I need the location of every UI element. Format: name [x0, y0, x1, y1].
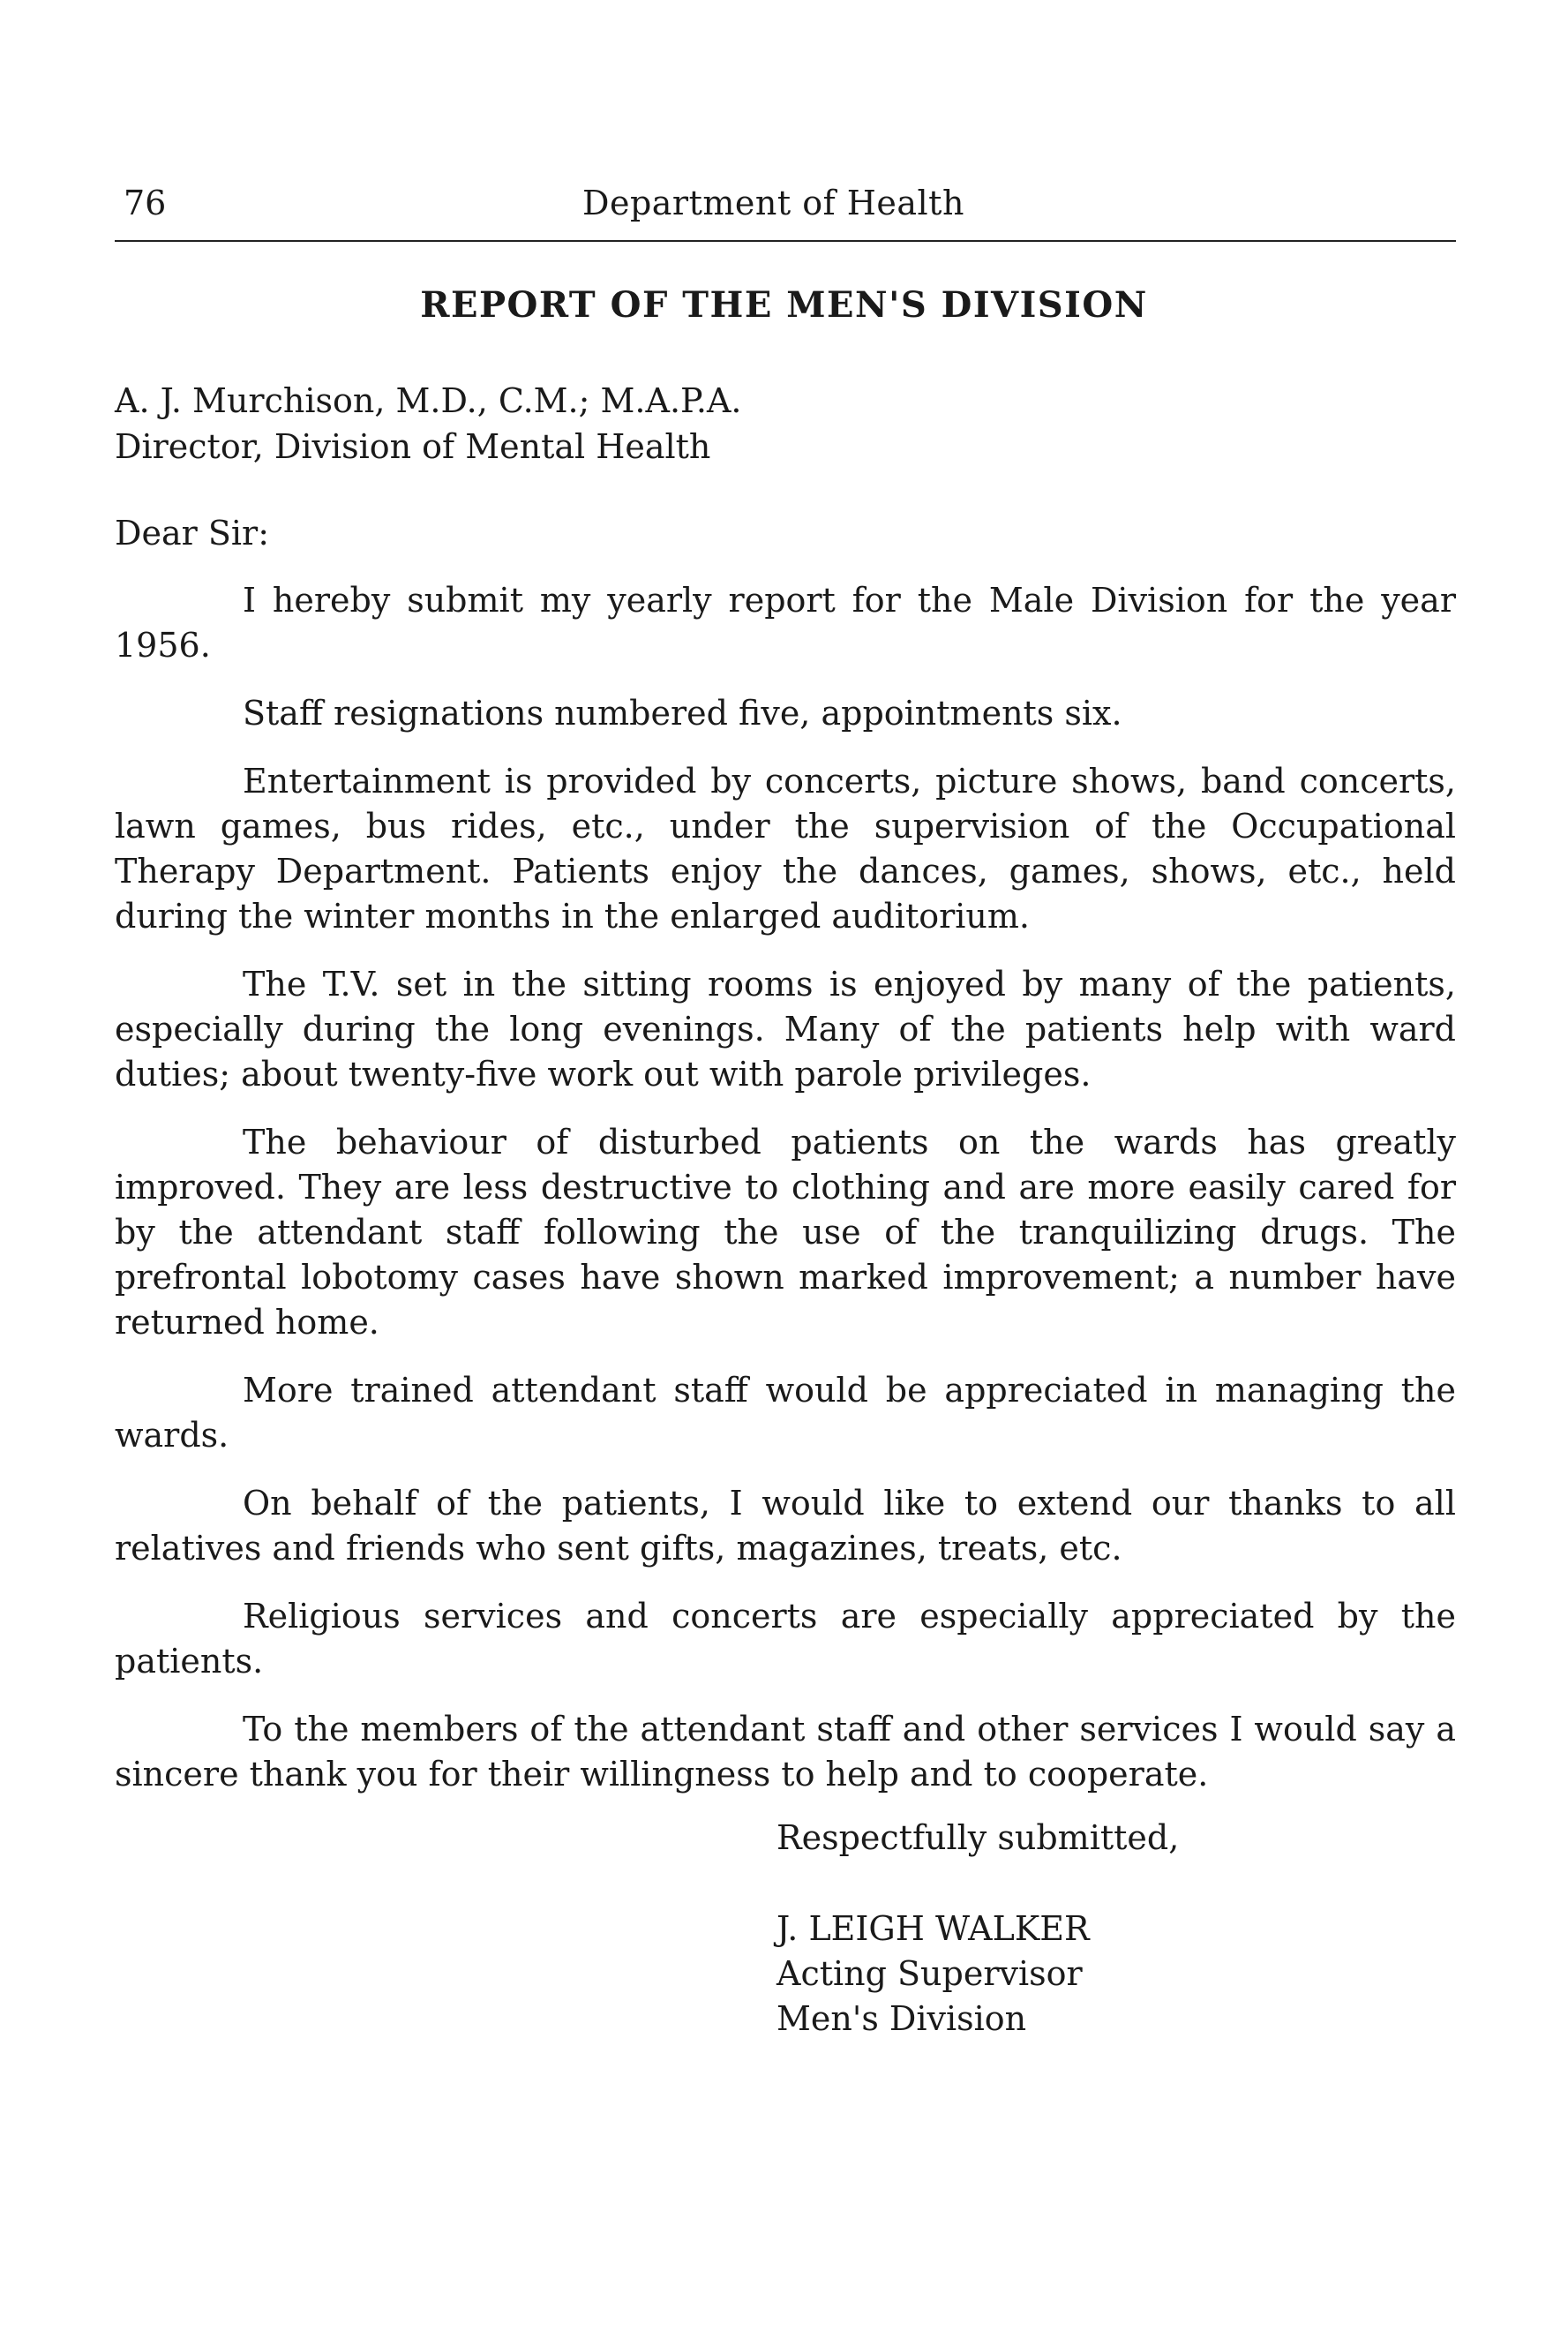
report-title: REPORT OF THE MEN'S DIVISION — [420, 284, 1148, 326]
paragraph: The behaviour of disturbed patients on the wards has greatly improved. They are less destructive to clothing and are more easily cared for by the attendant staff following the use of the tranquilizing drugs. The prefrontal lobotomy cases have shown marked improvement; a number have returned home. — [115, 1123, 1456, 1342]
signature-block — [776, 1907, 1090, 2042]
closing-line: Respectfully submitted, — [776, 1818, 1180, 1857]
addressee-name: A. J. Murchison, M.D., C.M.; M.A.P.A. — [115, 381, 742, 420]
paragraph: More trained attendant staff would be appreciated in managing the wards. — [115, 1371, 1456, 1455]
paragraph: Entertainment is provided by concerts, picture shows, band concerts, lawn games, bus rides, etc., under the supervision of the Occupational Therapy Department. Patients enjoy the dances, games, shows, etc., held during the winter months in the enlarged auditorium. — [115, 762, 1456, 936]
page-number: 76 — [124, 184, 167, 222]
paragraph: The T.V. set in the sitting rooms is enjoyed by many of the patients, especially during the long evenings. Many of the patients help with ward duties; about twenty-five work out with parole privileges. — [115, 965, 1456, 1094]
signatory-division: Men's Division — [776, 1999, 1027, 2038]
salutation: Dear Sir: — [115, 514, 270, 553]
paragraph: To the members of the attendant staff and other services I would say a sincere thank you for their willingness to help and to cooperate. — [115, 1710, 1456, 1794]
signatory-name: J. LEIGH WALKER — [776, 1909, 1090, 1948]
paragraph: Staff resignations numbered five, appointments six. — [243, 694, 1122, 733]
addressee-position: Director, Division of Mental Health — [115, 427, 711, 466]
header-rule — [115, 240, 1456, 242]
running-head: Department of Health — [582, 184, 964, 222]
addressee-block — [115, 378, 742, 470]
report-body — [115, 578, 1456, 1820]
paragraph: On behalf of the patients, I would like to extend our thanks to all relatives and friends who sent gifts, magazines, treats, etc. — [115, 1484, 1456, 1568]
signatory-title: Acting Supervisor — [776, 1954, 1083, 1993]
paragraph: I hereby submit my yearly report for the Male Division for the year 1956. — [115, 581, 1456, 665]
paragraph: Religious services and concerts are especially appreciated by the patients. — [115, 1597, 1456, 1681]
page-header — [115, 184, 1456, 237]
